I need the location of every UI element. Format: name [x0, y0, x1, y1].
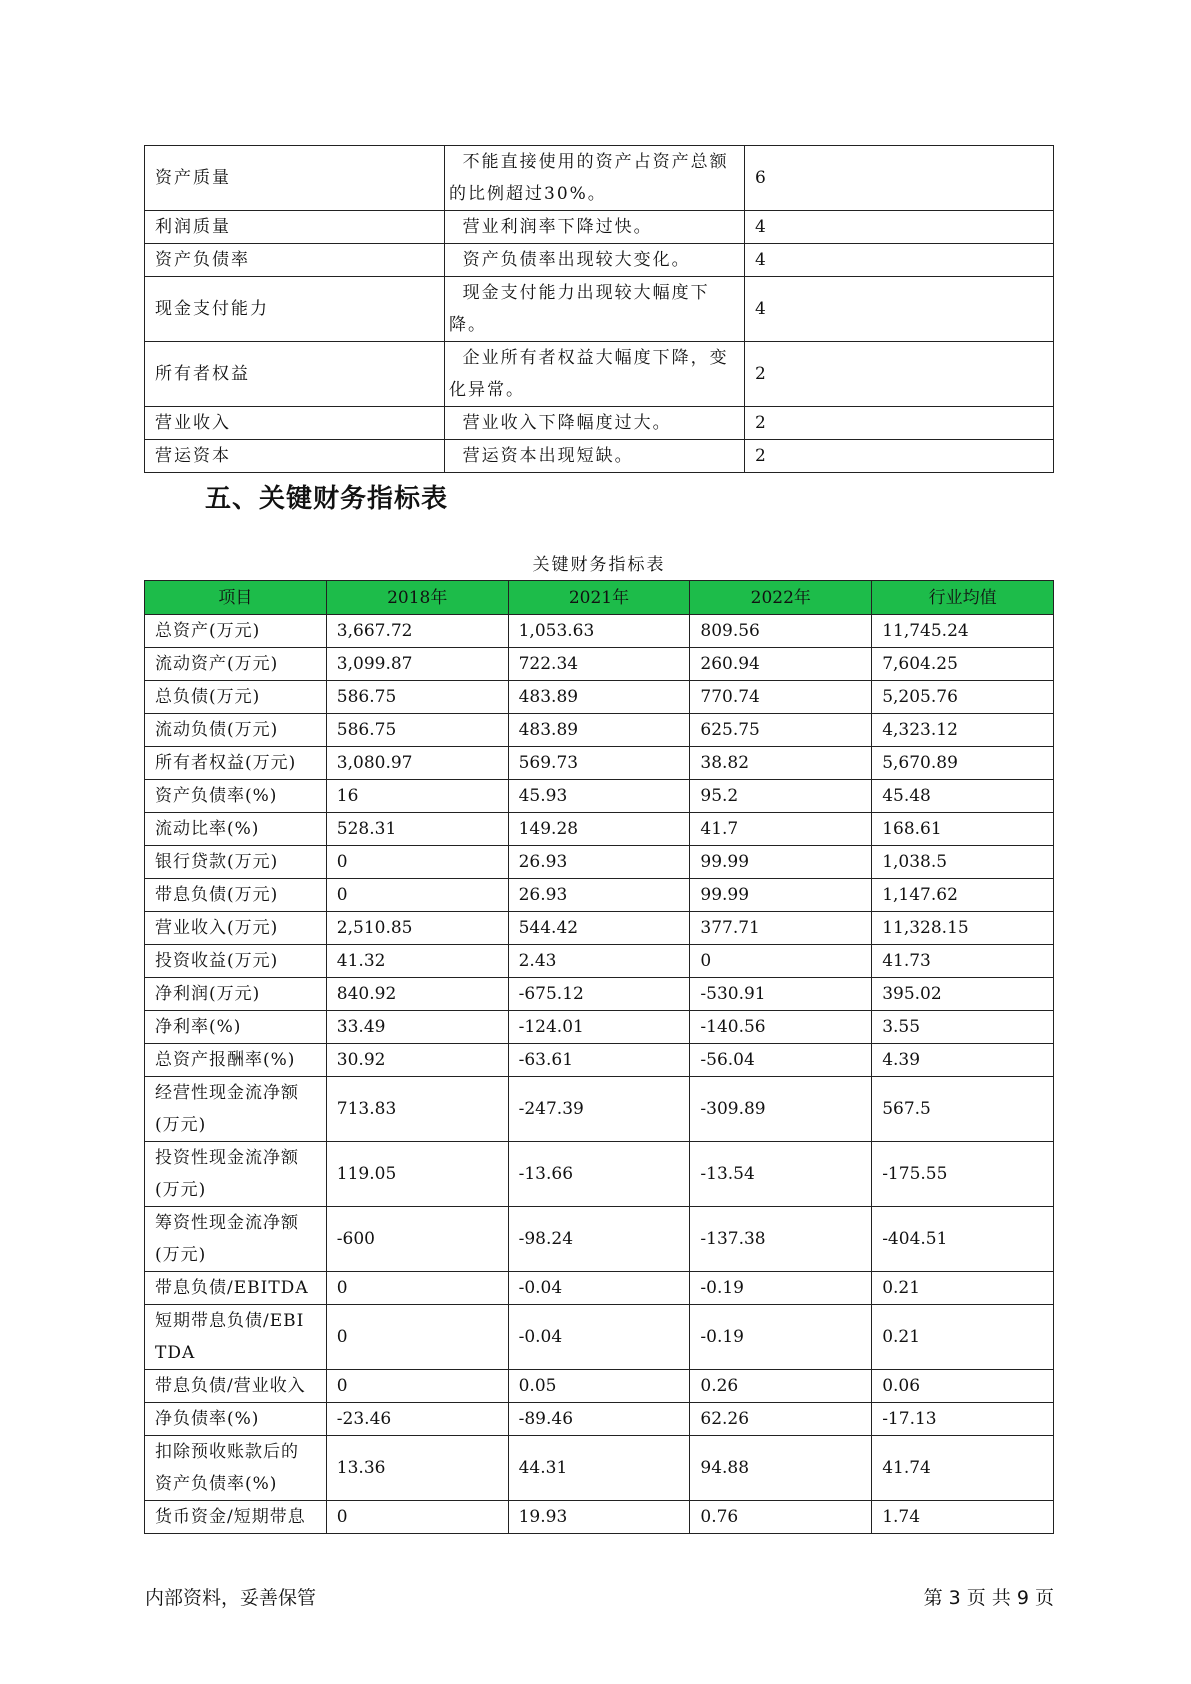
table-row [145, 1272, 1054, 1305]
value-2021-cell: -675.12 [508, 978, 690, 1011]
section-title: 五、关键财务指标表 [205, 484, 449, 514]
item-cell: 银行贷款(万元) [145, 846, 327, 879]
table-row [145, 440, 1054, 473]
industry-avg-cell: 5,205.76 [872, 681, 1054, 714]
value-2022-cell: 99.99 [690, 879, 872, 912]
industry-avg-cell: -17.13 [872, 1403, 1054, 1436]
value-2022-cell: 0 [690, 945, 872, 978]
value-2022-cell: 625.75 [690, 714, 872, 747]
value-2018-cell: 3,667.72 [326, 615, 508, 648]
table-row [145, 1436, 1054, 1501]
value-2018-cell: 3,099.87 [326, 648, 508, 681]
risk-score-cell: 4 [745, 277, 1054, 342]
header-2022: 2022年 [690, 581, 872, 615]
value-2021-cell: -0.04 [508, 1272, 690, 1305]
industry-avg-cell: 11,328.15 [872, 912, 1054, 945]
table-row [145, 648, 1054, 681]
table-row [145, 1142, 1054, 1207]
table-row [145, 342, 1054, 407]
item-cell: 短期带息负债/EBITDA [145, 1305, 327, 1370]
value-2018-cell: 30.92 [326, 1044, 508, 1077]
risk-name-cell: 资产质量 [145, 146, 445, 211]
table-row [145, 978, 1054, 1011]
value-2021-cell: -98.24 [508, 1207, 690, 1272]
value-2021-cell: 1,053.63 [508, 615, 690, 648]
risk-name-cell: 营业收入 [145, 407, 445, 440]
table-row [145, 681, 1054, 714]
value-2022-cell: 41.7 [690, 813, 872, 846]
item-cell: 总负债(万元) [145, 681, 327, 714]
risk-score-cell: 2 [745, 440, 1054, 473]
risk-score-cell: 6 [745, 146, 1054, 211]
footer-page-number: 第 3 页 共 9 页 [923, 1587, 1054, 1609]
industry-avg-cell: 5,670.89 [872, 747, 1054, 780]
table-row [145, 1370, 1054, 1403]
table-row [145, 945, 1054, 978]
key-financial-indicators-table [144, 580, 1054, 1534]
table-row [145, 879, 1054, 912]
industry-avg-cell: 4,323.12 [872, 714, 1054, 747]
value-2021-cell: 483.89 [508, 681, 690, 714]
value-2021-cell: 2.43 [508, 945, 690, 978]
risk-desc-cell: 资产负债率出现较大变化。 [445, 244, 745, 277]
value-2021-cell: 26.93 [508, 879, 690, 912]
item-cell: 货币资金/短期带息 [145, 1501, 327, 1534]
value-2018-cell: 16 [326, 780, 508, 813]
value-2021-cell: 45.93 [508, 780, 690, 813]
industry-avg-cell: 168.61 [872, 813, 1054, 846]
value-2021-cell: 544.42 [508, 912, 690, 945]
value-2022-cell: -137.38 [690, 1207, 872, 1272]
table-row [145, 1044, 1054, 1077]
table-row [145, 747, 1054, 780]
value-2022-cell: -56.04 [690, 1044, 872, 1077]
value-2022-cell: 95.2 [690, 780, 872, 813]
value-2022-cell: 809.56 [690, 615, 872, 648]
value-2022-cell: 260.94 [690, 648, 872, 681]
value-2018-cell: 119.05 [326, 1142, 508, 1207]
value-2021-cell: -89.46 [508, 1403, 690, 1436]
item-cell: 总资产(万元) [145, 615, 327, 648]
risk-name-cell: 营运资本 [145, 440, 445, 473]
value-2022-cell: 770.74 [690, 681, 872, 714]
value-2018-cell: 528.31 [326, 813, 508, 846]
value-2022-cell: -0.19 [690, 1305, 872, 1370]
value-2021-cell: 149.28 [508, 813, 690, 846]
risk-name-cell: 利润质量 [145, 211, 445, 244]
industry-avg-cell: 7,604.25 [872, 648, 1054, 681]
value-2021-cell: 19.93 [508, 1501, 690, 1534]
value-2018-cell: 0 [326, 1370, 508, 1403]
value-2022-cell: -530.91 [690, 978, 872, 1011]
industry-avg-cell: -175.55 [872, 1142, 1054, 1207]
item-cell: 经营性现金流净额(万元) [145, 1077, 327, 1142]
value-2022-cell: -140.56 [690, 1011, 872, 1044]
item-cell: 带息负债/EBITDA [145, 1272, 327, 1305]
table-row [145, 1207, 1054, 1272]
value-2022-cell: -13.54 [690, 1142, 872, 1207]
item-cell: 流动资产(万元) [145, 648, 327, 681]
industry-avg-cell: 41.74 [872, 1436, 1054, 1501]
risk-desc-cell: 不能直接使用的资产占资产总额的比例超过30%。 [445, 146, 745, 211]
industry-avg-cell: 11,745.24 [872, 615, 1054, 648]
value-2018-cell: 0 [326, 1272, 508, 1305]
value-2021-cell: 569.73 [508, 747, 690, 780]
header-item: 项目 [145, 581, 327, 615]
value-2021-cell: 483.89 [508, 714, 690, 747]
industry-avg-cell: 41.73 [872, 945, 1054, 978]
item-cell: 流动比率(%) [145, 813, 327, 846]
risk-desc-cell: 营运资本出现短缺。 [445, 440, 745, 473]
value-2018-cell: 41.32 [326, 945, 508, 978]
header-2021: 2021年 [508, 581, 690, 615]
value-2018-cell: 0 [326, 846, 508, 879]
value-2022-cell: 38.82 [690, 747, 872, 780]
risk-desc-cell: 企业所有者权益大幅度下降，变化异常。 [445, 342, 745, 407]
risk-desc-cell: 营业利润率下降过快。 [445, 211, 745, 244]
risk-score-cell: 2 [745, 342, 1054, 407]
value-2018-cell: 586.75 [326, 714, 508, 747]
industry-avg-cell: 0.06 [872, 1370, 1054, 1403]
item-cell: 净利率(%) [145, 1011, 327, 1044]
value-2022-cell: 62.26 [690, 1403, 872, 1436]
table-row [145, 912, 1054, 945]
value-2021-cell: -0.04 [508, 1305, 690, 1370]
industry-avg-cell: 0.21 [872, 1305, 1054, 1370]
value-2018-cell: 586.75 [326, 681, 508, 714]
item-cell: 筹资性现金流净额(万元) [145, 1207, 327, 1272]
risk-desc-cell: 现金支付能力出现较大幅度下降。 [445, 277, 745, 342]
risk-score-cell: 2 [745, 407, 1054, 440]
table-row [145, 211, 1054, 244]
industry-avg-cell: 4.39 [872, 1044, 1054, 1077]
value-2021-cell: 44.31 [508, 1436, 690, 1501]
value-2022-cell: -309.89 [690, 1077, 872, 1142]
table-header-row [145, 581, 1054, 615]
value-2021-cell: 26.93 [508, 846, 690, 879]
industry-avg-cell: 1,038.5 [872, 846, 1054, 879]
risk-desc-cell: 营业收入下降幅度过大。 [445, 407, 745, 440]
value-2018-cell: 0 [326, 1305, 508, 1370]
table-row [145, 244, 1054, 277]
item-cell: 净负债率(%) [145, 1403, 327, 1436]
table-row [145, 813, 1054, 846]
header-industry: 行业均值 [872, 581, 1054, 615]
value-2018-cell: 713.83 [326, 1077, 508, 1142]
table-row [145, 146, 1054, 211]
item-cell: 投资收益(万元) [145, 945, 327, 978]
item-cell: 带息负债/营业收入 [145, 1370, 327, 1403]
item-cell: 营业收入(万元) [145, 912, 327, 945]
value-2018-cell: 3,080.97 [326, 747, 508, 780]
item-cell: 净利润(万元) [145, 978, 327, 1011]
value-2022-cell: 0.26 [690, 1370, 872, 1403]
header-2018: 2018年 [326, 581, 508, 615]
item-cell: 所有者权益(万元) [145, 747, 327, 780]
industry-avg-cell: 45.48 [872, 780, 1054, 813]
value-2021-cell: -63.61 [508, 1044, 690, 1077]
value-2018-cell: 0 [326, 1501, 508, 1534]
value-2022-cell: -0.19 [690, 1272, 872, 1305]
risk-name-cell: 资产负债率 [145, 244, 445, 277]
table-row [145, 1501, 1054, 1534]
value-2018-cell: 13.36 [326, 1436, 508, 1501]
industry-avg-cell: 567.5 [872, 1077, 1054, 1142]
item-cell: 投资性现金流净额(万元) [145, 1142, 327, 1207]
industry-avg-cell: 1,147.62 [872, 879, 1054, 912]
risk-name-cell: 现金支付能力 [145, 277, 445, 342]
industry-avg-cell: -404.51 [872, 1207, 1054, 1272]
industry-avg-cell: 3.55 [872, 1011, 1054, 1044]
value-2021-cell: 722.34 [508, 648, 690, 681]
value-2018-cell: 33.49 [326, 1011, 508, 1044]
value-2018-cell: -600 [326, 1207, 508, 1272]
risk-score-cell: 4 [745, 244, 1054, 277]
value-2021-cell: -124.01 [508, 1011, 690, 1044]
risk-name-cell: 所有者权益 [145, 342, 445, 407]
item-cell: 流动负债(万元) [145, 714, 327, 747]
value-2021-cell: -13.66 [508, 1142, 690, 1207]
table-row [145, 1077, 1054, 1142]
table-row [145, 780, 1054, 813]
risk-indicator-table [144, 145, 1054, 473]
table-row [145, 1011, 1054, 1044]
risk-score-cell: 4 [745, 211, 1054, 244]
value-2021-cell: -247.39 [508, 1077, 690, 1142]
footer-confidential-note: 内部资料，妥善保管 [145, 1587, 317, 1609]
table-row [145, 714, 1054, 747]
table-row [145, 407, 1054, 440]
item-cell: 资产负债率(%) [145, 780, 327, 813]
value-2022-cell: 94.88 [690, 1436, 872, 1501]
table-caption: 关键财务指标表 [532, 555, 666, 575]
value-2018-cell: 0 [326, 879, 508, 912]
item-cell: 扣除预收账款后的资产负债率(%) [145, 1436, 327, 1501]
industry-avg-cell: 1.74 [872, 1501, 1054, 1534]
value-2018-cell: -23.46 [326, 1403, 508, 1436]
value-2021-cell: 0.05 [508, 1370, 690, 1403]
table-row [145, 846, 1054, 879]
value-2022-cell: 99.99 [690, 846, 872, 879]
table-row [145, 615, 1054, 648]
table-row [145, 1403, 1054, 1436]
value-2022-cell: 0.76 [690, 1501, 872, 1534]
industry-avg-cell: 395.02 [872, 978, 1054, 1011]
table-row [145, 277, 1054, 342]
table-row [145, 1305, 1054, 1370]
item-cell: 带息负债(万元) [145, 879, 327, 912]
value-2018-cell: 840.92 [326, 978, 508, 1011]
value-2018-cell: 2,510.85 [326, 912, 508, 945]
value-2022-cell: 377.71 [690, 912, 872, 945]
item-cell: 总资产报酬率(%) [145, 1044, 327, 1077]
industry-avg-cell: 0.21 [872, 1272, 1054, 1305]
